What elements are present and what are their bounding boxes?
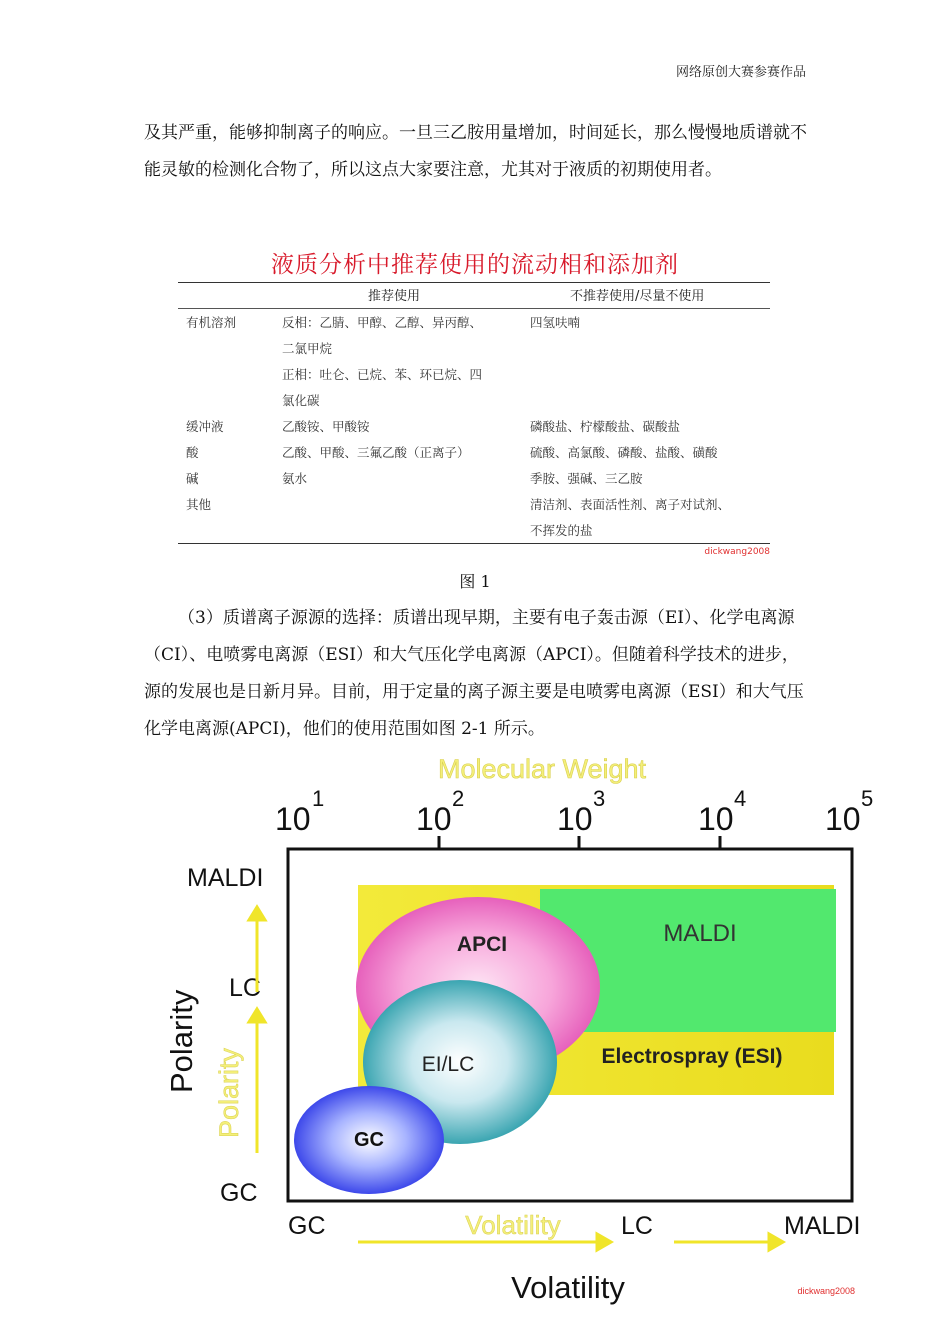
table-cell-rec: 二氯甲烷 (282, 341, 333, 356)
table-cell-not: 磷酸盐、柠檬酸盐、碳酸盐 (530, 419, 681, 434)
maldi-region-label: MALDI (663, 920, 737, 947)
paragraph-1: 及其严重，能够抑制离子的响应。一旦三乙胺用量增加，时间延长，那么慢慢地质谱就不能灵敏的检测化合物了，所以这点大家要注意，尤其对于液质的初期使用者。 (144, 123, 807, 180)
paragraph-2: （3）质谱离子源源的选择：质谱出现早期，主要有电子轰击源（EI）、化学电离源（CI）、电喷雾电离源（ESI）和大气压化学电离源（APCI）。但随着科学技术的进步，源的发展也是日新月异。目前，用于定量的离子源主要是电喷雾电离源（ESI）和大气压化学电离源(APCI)，他们的使用范围如图 2-1 所示。 (144, 608, 804, 739)
table-cell-rec: 氯化碳 (282, 393, 320, 408)
y-level-gc: GC (220, 1179, 258, 1207)
mw-tick-4-exp: 4 (734, 786, 747, 811)
table-bottom-rule (178, 543, 770, 544)
molecular-weight-title: Molecular Weight (437, 754, 647, 784)
table-cell-not: 清洁剂、表面活性剂、离子对试剂、 (530, 497, 731, 512)
y-level-maldi: MALDI (187, 864, 264, 892)
polarity-axis-label: Polarity (164, 989, 199, 1093)
table-header-rule (178, 308, 770, 309)
volatility-axis-label: Volatility (511, 1270, 625, 1305)
ion-source-figure (155, 748, 885, 1312)
table-cell-rec: 氨水 (282, 471, 308, 486)
table-cell-not: 不挥发的盐 (530, 523, 593, 538)
gc-region-label: GC (354, 1129, 384, 1151)
table-cell-rec: 反相：乙腈、甲醇、乙醇、异丙醇、 (282, 315, 483, 330)
table-cell-cat: 酸 (186, 445, 199, 460)
table-cell-rec: 正相：吐仑、已烷、苯、环已烷、四 (282, 367, 483, 382)
col-header-not-recommended: 不推荐使用/尽量不使用 (570, 289, 705, 304)
volatility-arrow-label: Volatility (465, 1210, 561, 1240)
x-level-maldi: MALDI (784, 1212, 861, 1240)
figure-watermark: dickwang2008 (797, 1286, 855, 1296)
esi-region-label: Electrospray (ESI) (601, 1045, 783, 1068)
figure-caption: 图 1 (459, 572, 491, 591)
table-cell-cat: 碱 (186, 471, 199, 486)
table-cell-not: 季胺、强碱、三乙胺 (530, 471, 643, 486)
mobile-phase-table (170, 238, 780, 560)
eilc-region-label: EI/LC (421, 1053, 475, 1076)
polarity-arrow-label: Polarity (214, 1047, 244, 1138)
table-cell-cat: 其他 (186, 497, 212, 512)
x-level-gc: GC (288, 1212, 326, 1240)
mw-tick-2-base: 10 (416, 801, 452, 837)
ion-source-diagram (155, 748, 885, 1308)
mw-tick-1-base: 10 (275, 801, 311, 837)
apci-region-label: APCI (456, 933, 508, 956)
mw-tick-2-exp: 2 (452, 786, 465, 811)
table-top-rule (178, 282, 770, 283)
mw-tick-3-exp: 3 (593, 786, 606, 811)
y-level-lc: LC (229, 974, 261, 1002)
page-header: 网络原创大赛参赛作品 (675, 65, 806, 80)
x-level-lc: LC (621, 1212, 653, 1240)
mw-tick-1-exp: 1 (312, 786, 325, 811)
table-cell-not: 四氢呋喃 (530, 315, 581, 330)
mw-tick-5-exp: 5 (861, 786, 874, 811)
table-cell-cat: 有机溶剂 (186, 315, 237, 330)
mw-tick-5-base: 10 (825, 801, 861, 837)
table-watermark: dickwang2008 (704, 547, 770, 557)
table-cell-rec: 乙酸、甲酸、三氟乙酸（正离子） (282, 445, 470, 460)
mw-tick-4-base: 10 (698, 801, 734, 837)
col-header-recommended: 推荐使用 (368, 289, 421, 304)
table-title: 液质分析中推荐使用的流动相和添加剂 (271, 252, 679, 278)
table-cell-not: 硫酸、高氯酸、磷酸、盐酸、磺酸 (530, 445, 718, 460)
table-cell-cat: 缓冲液 (186, 419, 224, 434)
mw-tick-3-base: 10 (557, 801, 593, 837)
table-cell-rec: 乙酸铵、甲酸铵 (282, 419, 370, 434)
